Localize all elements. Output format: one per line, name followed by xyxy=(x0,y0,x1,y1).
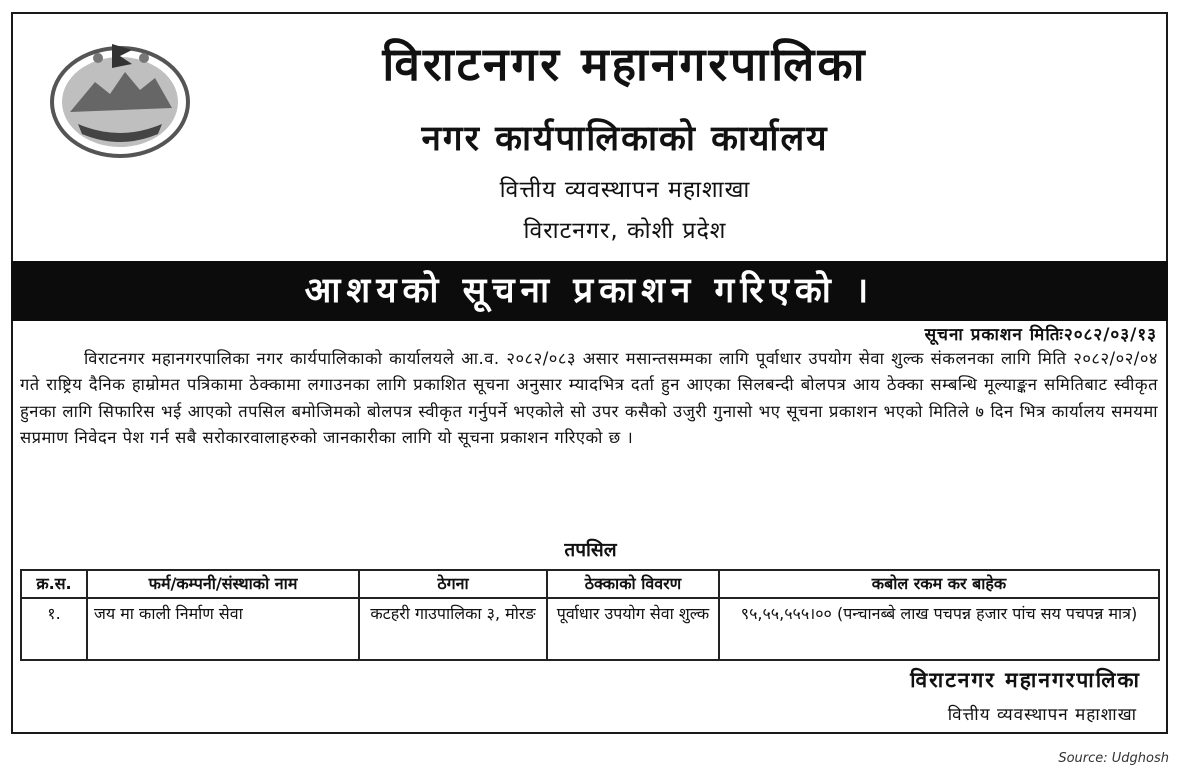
nepal-emblem-icon xyxy=(40,34,200,164)
department-name: वित्तीय व्यवस्थापन महाशाखा xyxy=(499,177,751,203)
signature-org: विराटनगर महानगरपालिका xyxy=(910,668,1141,692)
cell-name: जय मा काली निर्माण सेवा xyxy=(87,598,359,660)
column-header-sn: क्र.स. xyxy=(21,570,87,598)
cell-sn: १. xyxy=(21,598,87,660)
cell-amount: ९५,५५,५५५।०० (पन्चानब्बे लाख पचपन्न हजार पांच सय पचपन्न मात्र) xyxy=(719,598,1159,660)
column-header-address: ठेगना xyxy=(359,570,547,598)
column-header-amount: कबोल रकम कर बाहेक xyxy=(719,570,1159,598)
table-header-row xyxy=(21,570,1159,598)
table-row xyxy=(21,598,1159,660)
source-credit: Source: Udghosh xyxy=(1058,751,1169,766)
location-text: विराटनगर, कोशी प्रदेश xyxy=(523,218,727,244)
org-title: विराटनगर महानगरपालिका xyxy=(382,37,868,91)
publication-date: सूचना प्रकाशन मितिः२०८२/०३/१३ xyxy=(924,325,1157,345)
schedule-table xyxy=(20,569,1160,661)
notice-body: विराटनगर महानगरपालिका नगर कार्यपालिकाको कार्यालयले आ.व. २०८२/०८३ असार मसान्तसम्मका लागि पूर्वाधार उपयोग सेवा शुल्क संकलनका लागि मिति २०८२/०२/०४ गते राष्ट्रिय दैनिक हाम्रोमत पत्रिकामा ठेक्कामा लगाउनका लागि प्रकाशित सूचना अनुसार म्यादभित्र दर्ता हुन आएका सिलबन्दी बोलपत्र आय ठेक्का सम्बन्धि मूल्याङ्कन समितिबाट स्वीकृत हुनका लागि सिफारिस भई आएको तपसिल बमोजिमको बोलपत्र स्वीकृत गर्नुपर्ने भएकोले सो उपर कसैको उजुरी गुनासो भए सूचना प्रकाशन भएको मितिले ७ दिन भित्र कार्यालय समयमा सप्रमाण निवेदन पेश गर्न सबै सरोकारवालाहरुको जानकारीका लागि यो सूचना प्रकाशन गरिएको छ । xyxy=(20,349,1158,448)
cell-address: कटहरी गाउपालिका ३, मोरङ xyxy=(359,598,547,660)
column-header-description: ठेक्काको विवरण xyxy=(547,570,719,598)
cell-description: पूर्वाधार उपयोग सेवा शुल्क xyxy=(547,598,719,660)
notice-banner: आशयको सूचना प्रकाशन गरिएको । xyxy=(11,261,1168,321)
column-header-name: फर्म/कम्पनी/संस्थाको नाम xyxy=(87,570,359,598)
office-title: नगर कार्यपालिकाको कार्यालय xyxy=(421,119,829,159)
signature-dept: वित्तीय व्यवस्थापन महाशाखा xyxy=(947,705,1137,725)
schedule-heading: तपसिल xyxy=(564,539,617,561)
